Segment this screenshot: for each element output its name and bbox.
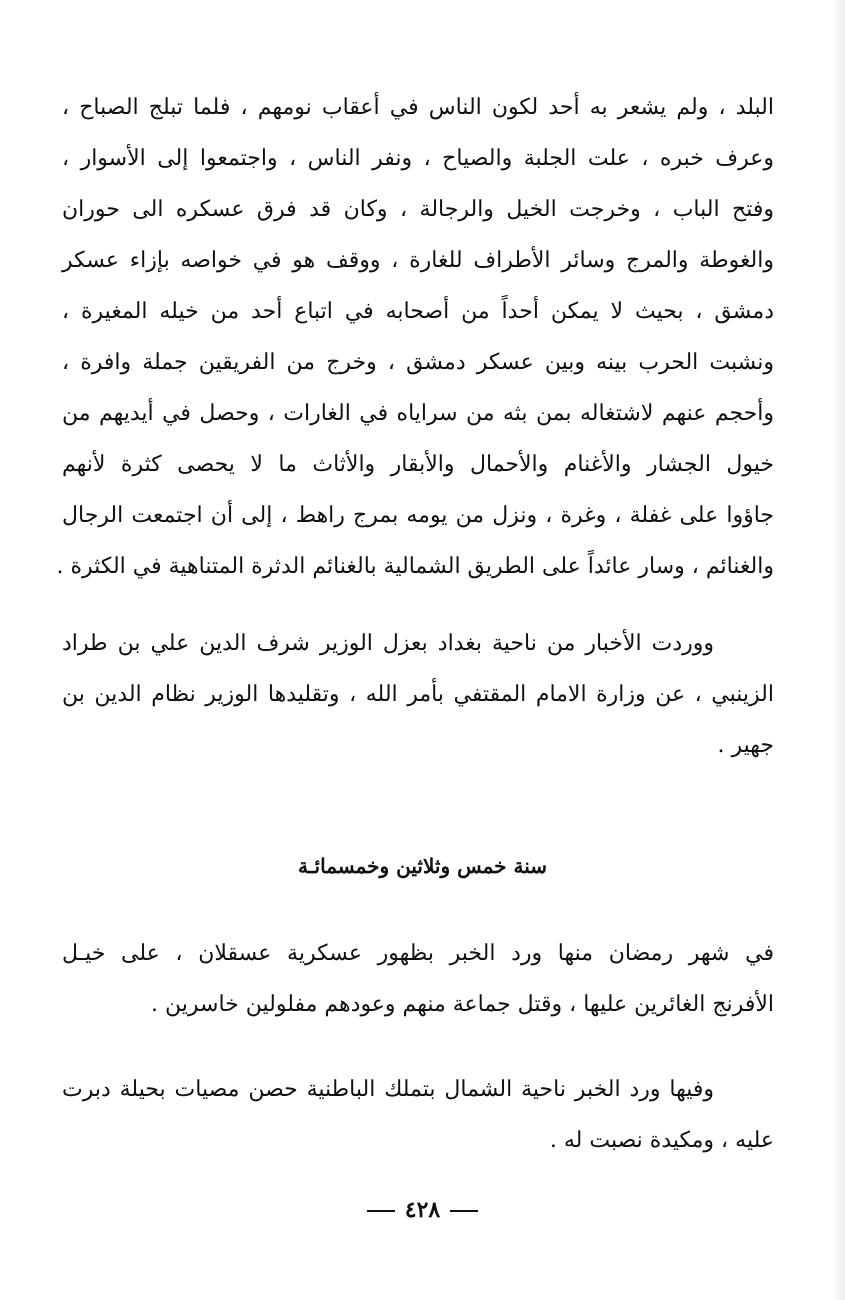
dash-left [450,1210,478,1212]
text-line: وفتح الباب ، وخرجت الخيل والرجالة ، وكان قد فرق عسكره الى حوران [62,197,774,222]
text-line: جاؤوا على غفلة ، وغرة ، ونزل من يومه بمرج راهط ، إلى أن اجتمعت الرجال [62,503,774,528]
text-line: خيول الجشار والأغنام والأحمال والأبقار والأثاث ما لا يحصى كثرة لأنهم [62,452,774,477]
section-heading: سنة خمس وثلاثين وخمسمائـة [297,854,548,878]
text-line: ونشبت الحرب بينه وبين عسكر دمشق ، وخرج من الفريقين جملة وافرة ، [62,350,774,375]
paragraph [62,928,774,1030]
text-line: ووردت الأخبار من ناحية بغداد بعزل الوزير شرف الدين علي بن طراد [62,631,714,656]
paragraph [62,618,774,771]
text-line: الزينبي ، عن وزارة الامام المقتفي بأمر الله ، وتقليدها الوزير نظام الدين بن [62,682,774,707]
text-line: وفيها ورد الخبر ناحية الشمال بتملك الباطنية حصن مصيات بحيلة دبرت [62,1077,714,1102]
text-line: عليه ، ومكيدة نصبت له . [549,1128,774,1153]
paragraph [56,82,774,592]
text-line: والغوطة والمرج وسائر الأطراف للغارة ، ووقف هو في خواصه بإزاء عسكر [62,248,774,273]
page-number-value: ٤٢٨ [404,1197,441,1223]
text-line: الأفرنج الغائرين عليها ، وقتل جماعة منهم وعودهم مفلولين خاسرين . [151,992,774,1017]
text-line: وأحجم عنهم لاشتغاله بمن بثه من سراياه في الغارات ، وحصل في أيديهم من [62,401,774,426]
dash-right [367,1210,395,1212]
text-line: وعرف خبره ، علت الجلبة والصياح ، ونفر الناس ، واجتمعوا إلى الأسوار ، [62,146,774,171]
page-edge-shadow [831,0,845,1300]
text-line: دمشق ، بحيث لا يمكن أحداً من أصحابه في اتباع أحد من خيله المغيرة ، [62,299,774,324]
paragraph [62,1064,774,1166]
text-line: البلد ، ولم يشعر به أحد لكون الناس في أعقاب نومهم ، فلما تبلج الصباح ، [62,95,774,120]
text-line: والغنائم ، وسار عائداً على الطريق الشمالية بالغنائم الدثرة المتناهية في الكثرة . [56,554,774,579]
text-line: في شهر رمضان منها ورد الخبر بظهور عسكرية عسقلان ، على خيـل [62,941,774,966]
text-line: جهير . [717,733,774,758]
page-number [0,1190,845,1230]
